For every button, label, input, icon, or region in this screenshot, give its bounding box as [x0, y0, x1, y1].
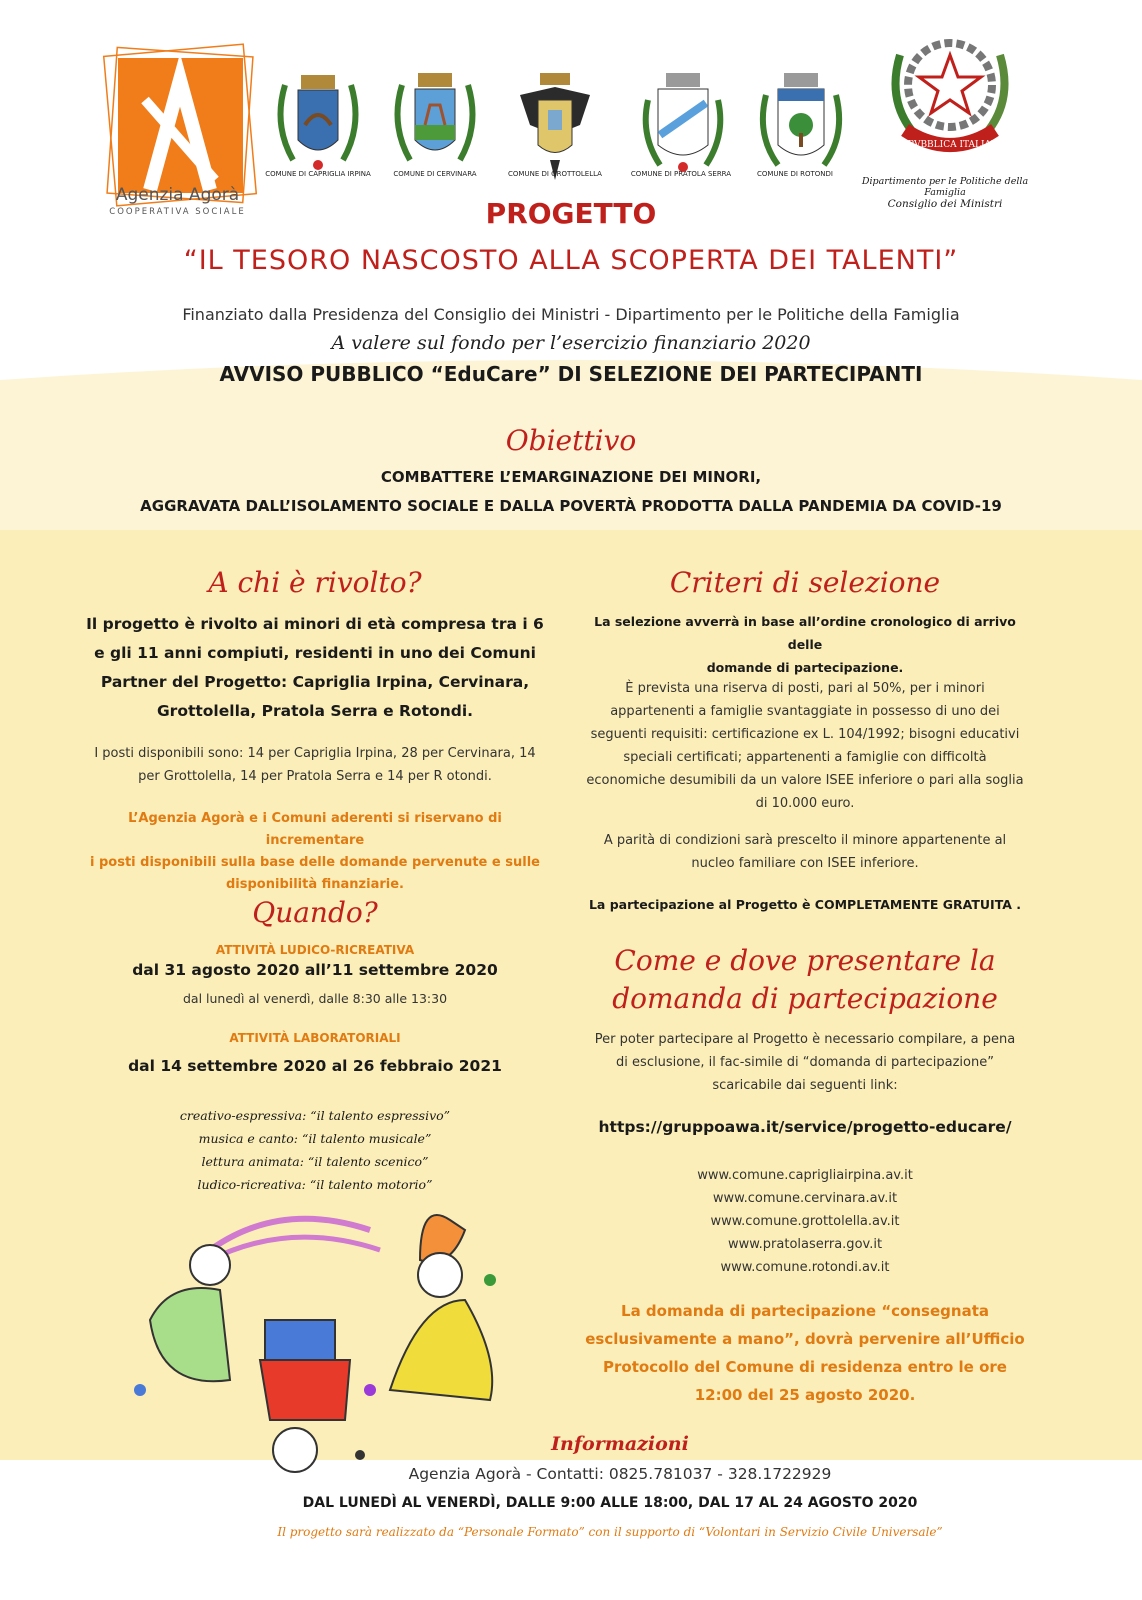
consegna-line: Protocollo del Comune di residenza entro le ore: [603, 1358, 1007, 1376]
dept-line-1: Dipartimento per le Politiche della Famiglia: [861, 176, 1029, 198]
finanziato-text: Finanziato dalla Presidenza del Consiglio dei Ministri - Dipartimento per le Politiche della Famiglia: [182, 305, 960, 324]
activity-2-label: ATTIVITÀ LABORATORIALI: [229, 1031, 401, 1045]
logo-subtitle: COOPERATIVA SOCIALE: [109, 207, 246, 217]
coat-of-arms-rotondi-icon: [746, 65, 856, 185]
criteri-intro: [585, 610, 1025, 679]
logo-name: Agenzia Agorà: [115, 185, 240, 205]
dept-line-2: Consiglio dei Ministri: [887, 198, 1003, 210]
comune-link[interactable]: www.comune.grottolella.av.it: [710, 1214, 900, 1229]
comuni-links: [585, 1164, 1025, 1279]
criteri-riserva: [585, 677, 1025, 815]
comune-label-cervinara: COMUNE DI CERVINARA: [393, 170, 477, 178]
coat-of-arms-cervinara-icon: [380, 65, 490, 185]
comune-link[interactable]: www.comune.cervinara.av.it: [712, 1191, 898, 1206]
comune-label-grottolella: COMUNE DI GROTTOLELLA: [508, 170, 602, 178]
criteri-parita: [585, 829, 1025, 875]
emblem-text: REPVBBLICA ITALIANA: [894, 140, 1006, 150]
criteri-riserva-line: economiche desumibili da un valore ISEE inferiore o pari alla soglia: [586, 773, 1024, 788]
fondo-text: A valere sul fondo per l’esercizio finanziario 2020: [331, 332, 811, 354]
riserva-line: L’Agenzia Agorà e i Comuni aderenti si riservano di incrementare: [128, 811, 502, 848]
project-title: “IL TESORO NASCOSTO ALLA SCOPERTA DEI TALENTI”: [183, 245, 959, 276]
consegna-info: [585, 1297, 1025, 1409]
posti-disponibili: [85, 742, 545, 788]
a-chi-line: Grottolella, Pratola Serra e Rotondi.: [156, 702, 474, 720]
coat-of-arms-grottolella-icon: [500, 65, 610, 185]
come-intro: [585, 1028, 1025, 1097]
comune-link[interactable]: www.comune.rotondi.av.it: [720, 1260, 890, 1275]
come-intro-line: scaricabile dai seguenti link:: [712, 1078, 898, 1093]
criteri-riserva-line: È prevista una riserva di posti, pari al 50%, per i minori: [625, 681, 985, 696]
informazioni-heading: Informazioni: [551, 1433, 689, 1455]
consegna-line: 12:00 del 25 agosto 2020.: [694, 1386, 916, 1404]
riserva-incremento: [85, 808, 545, 896]
a-chi-heading: A chi è rivolto?: [208, 566, 422, 599]
talento-item: creativo-espressiva: “il talento espressivo”: [179, 1108, 451, 1123]
repubblica-italiana-emblem-icon: [880, 25, 1020, 160]
criteri-gratuita: La partecipazione al Progetto è COMPLETAMENTE GRATUITA .: [588, 897, 1022, 912]
quando-heading: Quando?: [252, 896, 378, 929]
progetto-label: PROGETTO: [485, 197, 657, 230]
talento-item: musica e canto: “il talento musicale”: [198, 1131, 432, 1146]
come-heading-line-1: Come e dove presentare la: [614, 944, 996, 977]
comune-link[interactable]: www.comune.caprigliairpina.av.it: [697, 1168, 913, 1183]
comune-label-pratola-serra: COMUNE DI PRATOLA SERRA: [630, 170, 732, 178]
criteri-intro-line: domande di partecipazione.: [706, 660, 904, 675]
a-chi-line: Partner del Progetto: Capriglia Irpina, Cervinara,: [100, 673, 530, 691]
obiettivo-line-1: COMBATTERE L’EMARGINAZIONE DEI MINORI,: [380, 468, 762, 486]
criteri-parita-line: nucleo familiare con ISEE inferiore.: [691, 856, 919, 871]
talento-item: lettura animata: “il talento scenico”: [201, 1154, 429, 1169]
comune-link[interactable]: www.pratolaserra.gov.it: [727, 1237, 883, 1252]
activity-1-dates: dal 31 agosto 2020 all’11 settembre 2020: [132, 961, 498, 979]
coat-of-arms-capriglia-icon: [263, 65, 373, 185]
riserva-line: disponibilità finanziarie.: [226, 877, 404, 892]
come-intro-line: di esclusione, il fac-simile di “domanda di partecipazione”: [616, 1055, 994, 1070]
criteri-heading: Criteri di selezione: [669, 566, 941, 599]
avviso-pubblico: AVVISO PUBBLICO “EduCare” DI SELEZIONE DEI PARTECIPANTI: [219, 362, 923, 386]
comune-label-capriglia: COMUNE DI CAPRIGLIA IRPINA: [265, 170, 371, 178]
riserva-line: i posti disponibili sulla base delle domande pervenute e sulle: [90, 855, 540, 870]
criteri-riserva-line: appartenenti a famiglie svantaggiate in possesso di uno dei: [610, 704, 1000, 719]
posti-line: I posti disponibili sono: 14 per Capriglia Irpina, 28 per Cervinara, 14: [94, 746, 536, 761]
posti-line: per Grottolella, 14 per Pratola Serra e 14 per R otondi.: [138, 769, 492, 784]
talento-item: ludico-ricreativa: “il talento motorio”: [197, 1177, 433, 1192]
criteri-riserva-line: speciali certificati; appartenenti a famiglie con difficoltà: [623, 750, 987, 765]
criteri-riserva-line: seguenti requisiti: certificazione ex L. 104/1992; bisogni educativi: [590, 727, 1020, 742]
contatti: Agenzia Agorà - Contatti: 0825.781037 - 328.1722929: [408, 1465, 832, 1483]
obiettivo-line-2: AGGRAVATA DALL’ISOLAMENTO SOCIALE E DALLA POVERTÀ PRODOTTA DALLA PANDEMIA DA COVID-19: [140, 497, 1002, 515]
come-heading-line-2: domanda di partecipazione: [612, 982, 998, 1015]
comune-label-rotondi: COMUNE DI ROTONDI: [757, 170, 833, 178]
footer-note: Il progetto sarà realizzato da “Personale Formato” con il supporto di “Volontari in Servizio Civile Universale”: [277, 1525, 943, 1539]
a-chi-line: e gli 11 anni compiuti, residenti in uno dei Comuni: [94, 644, 536, 662]
talenti-list: [90, 1104, 540, 1196]
obiettivo-heading: Obiettivo: [505, 424, 637, 457]
coat-of-arms-pratola-serra-icon: [628, 65, 738, 185]
a-chi-description: [85, 610, 545, 726]
main-link[interactable]: https://gruppoawa.it/service/progetto-educare/: [598, 1118, 1012, 1136]
criteri-riserva-line: di 10.000 euro.: [755, 796, 855, 811]
come-intro-line: Per poter partecipare al Progetto è necessario compilare, a pena: [594, 1032, 1016, 1047]
consegna-line: esclusivamente a mano”, dovrà pervenire all’Ufficio: [585, 1330, 1025, 1348]
a-chi-line: Il progetto è rivolto ai minori di età compresa tra i 6: [86, 615, 544, 633]
activity-1-label: ATTIVITÀ LUDICO-RICREATIVA: [215, 943, 415, 957]
activity-1-time: dal lunedì al venerdì, dalle 8:30 alle 13:30: [182, 991, 448, 1006]
criteri-intro-line: La selezione avverrà in base all’ordine cronologico di arrivo delle: [594, 614, 1016, 652]
orari: DAL LUNEDÌ AL VENERDÌ, DALLE 9:00 ALLE 18:00, DAL 17 AL 24 AGOSTO 2020: [302, 1495, 918, 1511]
criteri-parita-line: A parità di condizioni sarà prescelto il minore appartenente al: [603, 833, 1007, 848]
come-heading: [585, 942, 1025, 1018]
activity-2-dates: dal 14 settembre 2020 al 26 febbraio 2021: [128, 1057, 502, 1075]
consegna-line: La domanda di partecipazione “consegnata: [621, 1302, 989, 1320]
